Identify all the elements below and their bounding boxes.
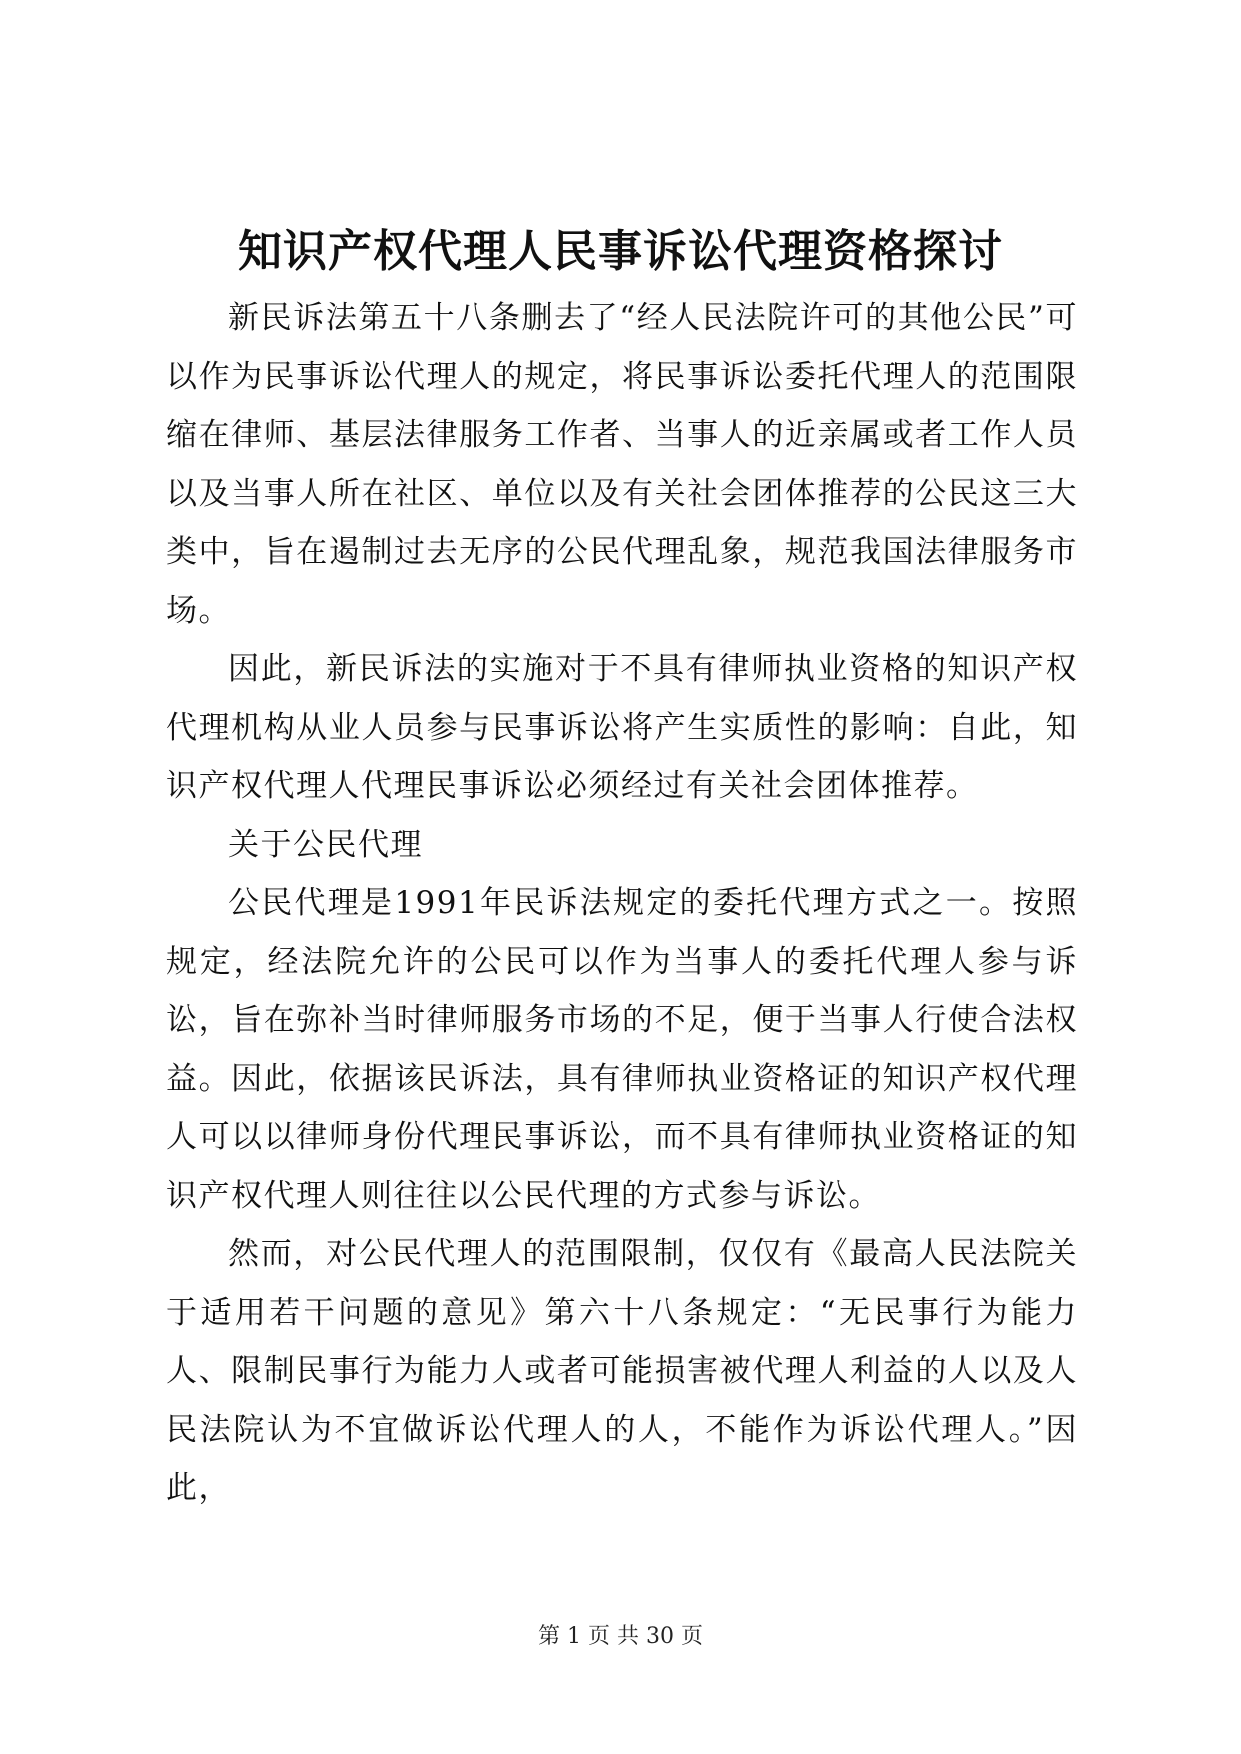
document-title: 知识产权代理人民事诉讼代理资格探讨 (238, 226, 1003, 277)
page-number-footer: 第 1 页 共 30 页 (538, 1624, 703, 1649)
paragraph-4: 然而，对公民代理人的范围限制，仅仅有《最高人民法院关于适用若干问题的意见》第六十八条规定：“无民事行为能力人、限制民事行为能力人或者可能损害被代理人利益的人以及人民法院认为不宜做诉讼代理人的人，不能作为诉讼代理人。”因此， (166, 1236, 1078, 1506)
paragraph-1: 新民诉法第五十八条删去了“经人民法院许可的其他公民”可以作为民事诉讼代理人的规定，将民事诉讼委托代理人的范围限缩在律师、基层法律服务工作者、当事人的近亲属或者工作人员以及当事人所在社区、单位以及有关社会团体推荐的公民这三大类中，旨在遏制过去无序的公民代理乱象，规范我国法律服务市场。 (166, 300, 1078, 629)
paragraph-2: 因此，新民诉法的实施对于不具有律师执业资格的知识产权代理机构从业人员参与民事诉讼将产生实质性的影响：自此，知识产权代理人代理民事诉讼必须经过有关社会团体推荐。 (166, 651, 1078, 804)
document-body (166, 289, 1078, 1518)
paragraph-3: 公民代理是1991年民诉法规定的委托代理方式之一。按照规定，经法院允许的公民可以作为当事人的委托代理人参与诉讼，旨在弥补当时律师服务市场的不足，便于当事人行使合法权益。因此，依据该民诉法，具有律师执业资格证的知识产权代理人可以以律师身份代理民事诉讼，而不具有律师执业资格证的知识产权代理人则往往以公民代理的方式参与诉讼。 (166, 885, 1078, 1214)
section-heading: 关于公民代理 (228, 826, 423, 863)
